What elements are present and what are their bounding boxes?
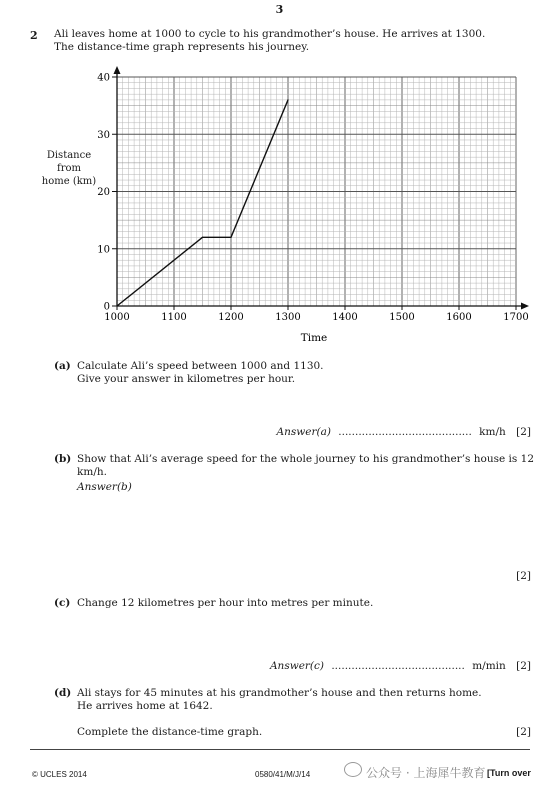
answer-a-label: Answer(a) [276, 426, 331, 438]
answer-a-unit: km/h [479, 426, 506, 438]
distance-time-graph [0, 60, 559, 355]
answer-b-label: Answer(b) [77, 481, 132, 493]
answer-b-area[interactable] [77, 498, 517, 568]
part-d-line-1: Ali stays for 45 minutes at his grandmother’s house and then returns home. [77, 687, 482, 699]
footer-divider [30, 749, 530, 750]
y-axis-label-line-2: home (km) [41, 176, 97, 187]
y-tick-label: 10 [97, 244, 110, 256]
part-a-label: (a) [54, 360, 71, 372]
x-tick-label: 1400 [332, 312, 358, 323]
part-c-text: Change 12 kilometres per hour into metres per minute. [77, 597, 374, 609]
x-tick-label: 1100 [161, 312, 187, 323]
y-tick-label: 30 [97, 129, 110, 141]
part-b-marks: [2] [516, 570, 531, 582]
part-d-text [77, 687, 482, 713]
paper-code: 0580/41/M/J/14 [255, 770, 311, 779]
answer-a-blank[interactable]: ........................................ [338, 426, 472, 438]
answer-a-line [277, 426, 531, 438]
wechat-icon [344, 762, 362, 777]
journey-point [287, 99, 288, 100]
x-tick-label: 1000 [104, 312, 130, 323]
part-c-label: (c) [54, 597, 71, 609]
answer-c-label: Answer(c) [269, 660, 324, 672]
journey-point [202, 237, 203, 238]
part-c-marks: [2] [516, 660, 531, 672]
x-axis-label: Time [300, 332, 328, 344]
y-axis-label-line-1: Distance from [46, 150, 92, 174]
x-tick-label: 1300 [275, 312, 301, 323]
question-intro [54, 28, 485, 54]
x-tick-label: 1200 [218, 312, 244, 323]
part-b-label: (b) [54, 453, 72, 465]
graph-axes [114, 66, 530, 310]
x-axis-arrow-icon [521, 303, 529, 310]
y-tick-label: 0 [103, 301, 110, 313]
part-a-line-1: Calculate Ali’s speed between 1000 and 1130. [77, 360, 324, 372]
part-d-marks: [2] [516, 726, 531, 738]
question-line-2: The distance-time graph represents his journey. [54, 41, 310, 53]
x-tick-label: 1700 [503, 312, 529, 323]
part-b-text: Show that Ali’s average speed for the whole journey to his grandmother’s house is 12 km/h. [77, 453, 535, 478]
page-number: 3 [275, 3, 284, 16]
part-a-marks: [2] [516, 426, 531, 438]
part-a-line-2: Give your answer in kilometres per hour. [77, 373, 296, 385]
x-tick-label: 1500 [389, 312, 415, 323]
journey-point [230, 237, 231, 238]
answer-c-blank[interactable]: ........................................ [331, 660, 465, 672]
y-tick-label: 20 [97, 187, 110, 198]
y-axis-arrow-icon [114, 66, 121, 74]
question-number: 2 [30, 29, 38, 42]
part-d-label: (d) [54, 687, 72, 699]
part-d-instruction: Complete the distance-time graph. [77, 726, 263, 738]
answer-c-line [270, 660, 531, 672]
journey-point [116, 305, 117, 306]
question-line-1: Ali leaves home at 1000 to cycle to his grandmother’s house. He arrives at 1300. [54, 28, 486, 40]
part-d-line-2: He arrives home at 1642. [77, 700, 213, 712]
graph-grid [117, 77, 516, 306]
turn-over: [Turn over [487, 768, 531, 778]
x-tick-label: 1600 [446, 312, 472, 323]
part-a-text [77, 360, 324, 386]
copyright: © UCLES 2014 [32, 770, 87, 779]
answer-c-unit: m/min [472, 660, 506, 672]
graph-ticks [97, 73, 528, 324]
y-tick-label: 40 [97, 72, 110, 84]
watermark-text: 公众号 · 上海犀牛教育 [366, 766, 486, 780]
